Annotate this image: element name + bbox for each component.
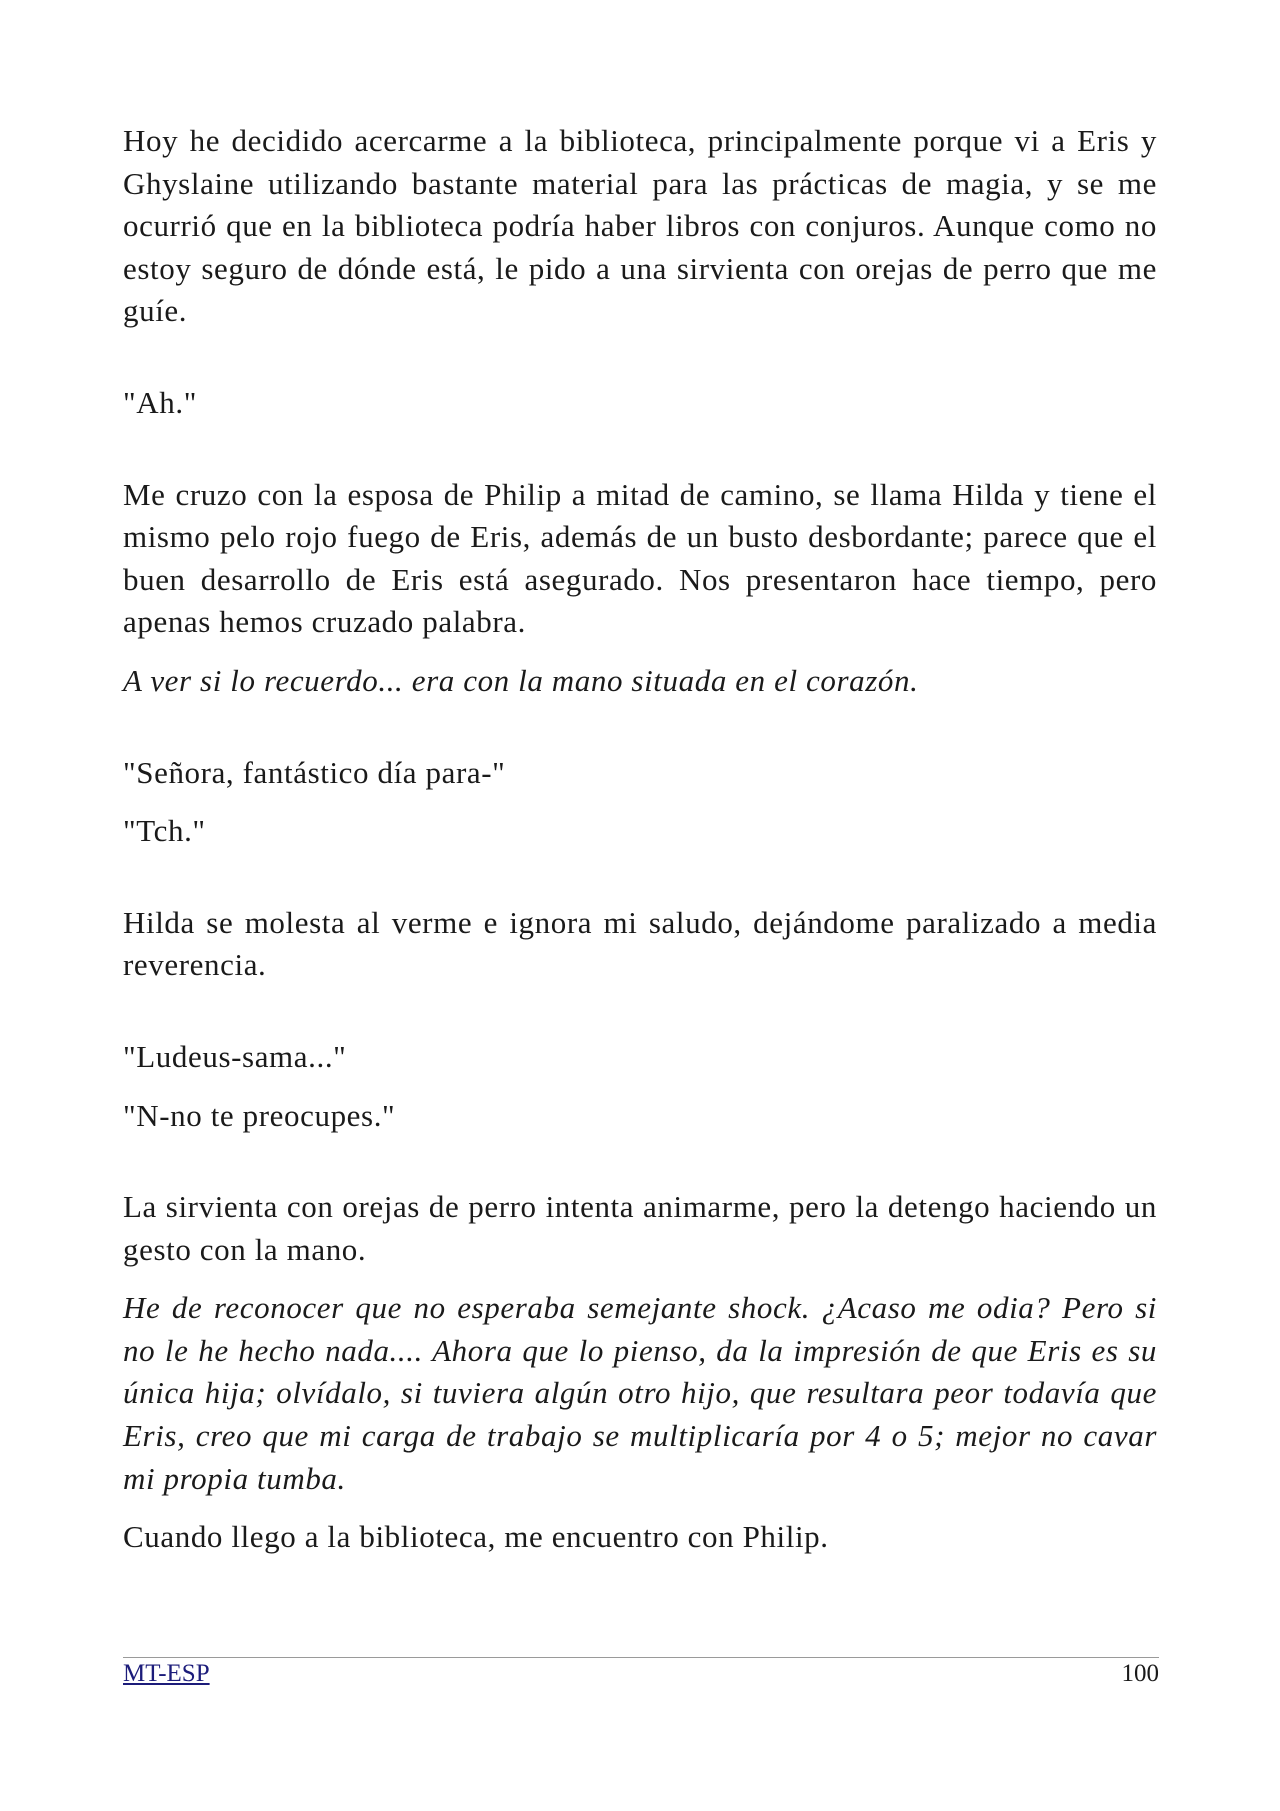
dialogue-senora: "Señora, fantástico día para-" bbox=[123, 754, 506, 790]
page-body bbox=[123, 120, 1157, 1559]
dialogue-ludeus-sama: "Ludeus-sama..." bbox=[123, 1038, 347, 1074]
thought-shock: He de reconocer que no esperaba semejante shock. ¿Acaso me odia? Pero si no le he hecho nada.... Ahora que lo pienso, da la impresión de que Eris es su única hija; olvídalo, si tuviera algún otro hijo, que resultara peor todavía que Eris, creo que mi carga de trabajo se multiplicaría por 4 o 5; mejor no cavar mi propia tumba. bbox=[123, 1290, 1157, 1496]
page-number: 100 bbox=[1121, 1660, 1159, 1687]
paragraph-hilda-ignores: Hilda se molesta al verme e ignora mi saludo, dejándome paralizado a media reverencia. bbox=[123, 904, 1157, 983]
paragraph-sirvienta: La sirvienta con orejas de perro intenta animarme, pero la detengo haciendo un gesto con la mano. bbox=[123, 1189, 1157, 1267]
thought-recall: A ver si lo recuerdo... era con la mano situada en el corazón. bbox=[123, 662, 919, 698]
footer-divider bbox=[123, 1657, 1159, 1658]
paragraph-hilda: Me cruzo con la esposa de Philip a mitad de camino, se llama Hilda y tiene el mismo pelo rojo fuego de Eris, además de un busto desbordante; parece que el buen desarrollo de Eris está asegurado. Nos presentaron hace tiempo, pero apenas hemos cruzado palabra. bbox=[123, 476, 1157, 640]
dialogue-no-te-preocupes: "N-no te preocupes." bbox=[123, 1097, 396, 1133]
paragraph-biblioteca: Cuando llego a la biblioteca, me encuentro con Philip. bbox=[123, 1519, 829, 1555]
footer-label-link[interactable]: MT-ESP bbox=[123, 1660, 210, 1687]
dialogue-tch: "Tch." bbox=[123, 813, 206, 849]
paragraph-1: Hoy he decidido acercarme a la biblioteca, principalmente porque vi a Eris y Ghyslaine utilizando bastante material para las prácticas de magia, y se me ocurrió que en la biblioteca podría haber libros con conjuros. Aunque como no estoy seguro de dónde está, le pido a una sirvienta con orejas de perro que me guíe. bbox=[123, 123, 1157, 329]
dialogue-ah: "Ah." bbox=[123, 384, 197, 420]
